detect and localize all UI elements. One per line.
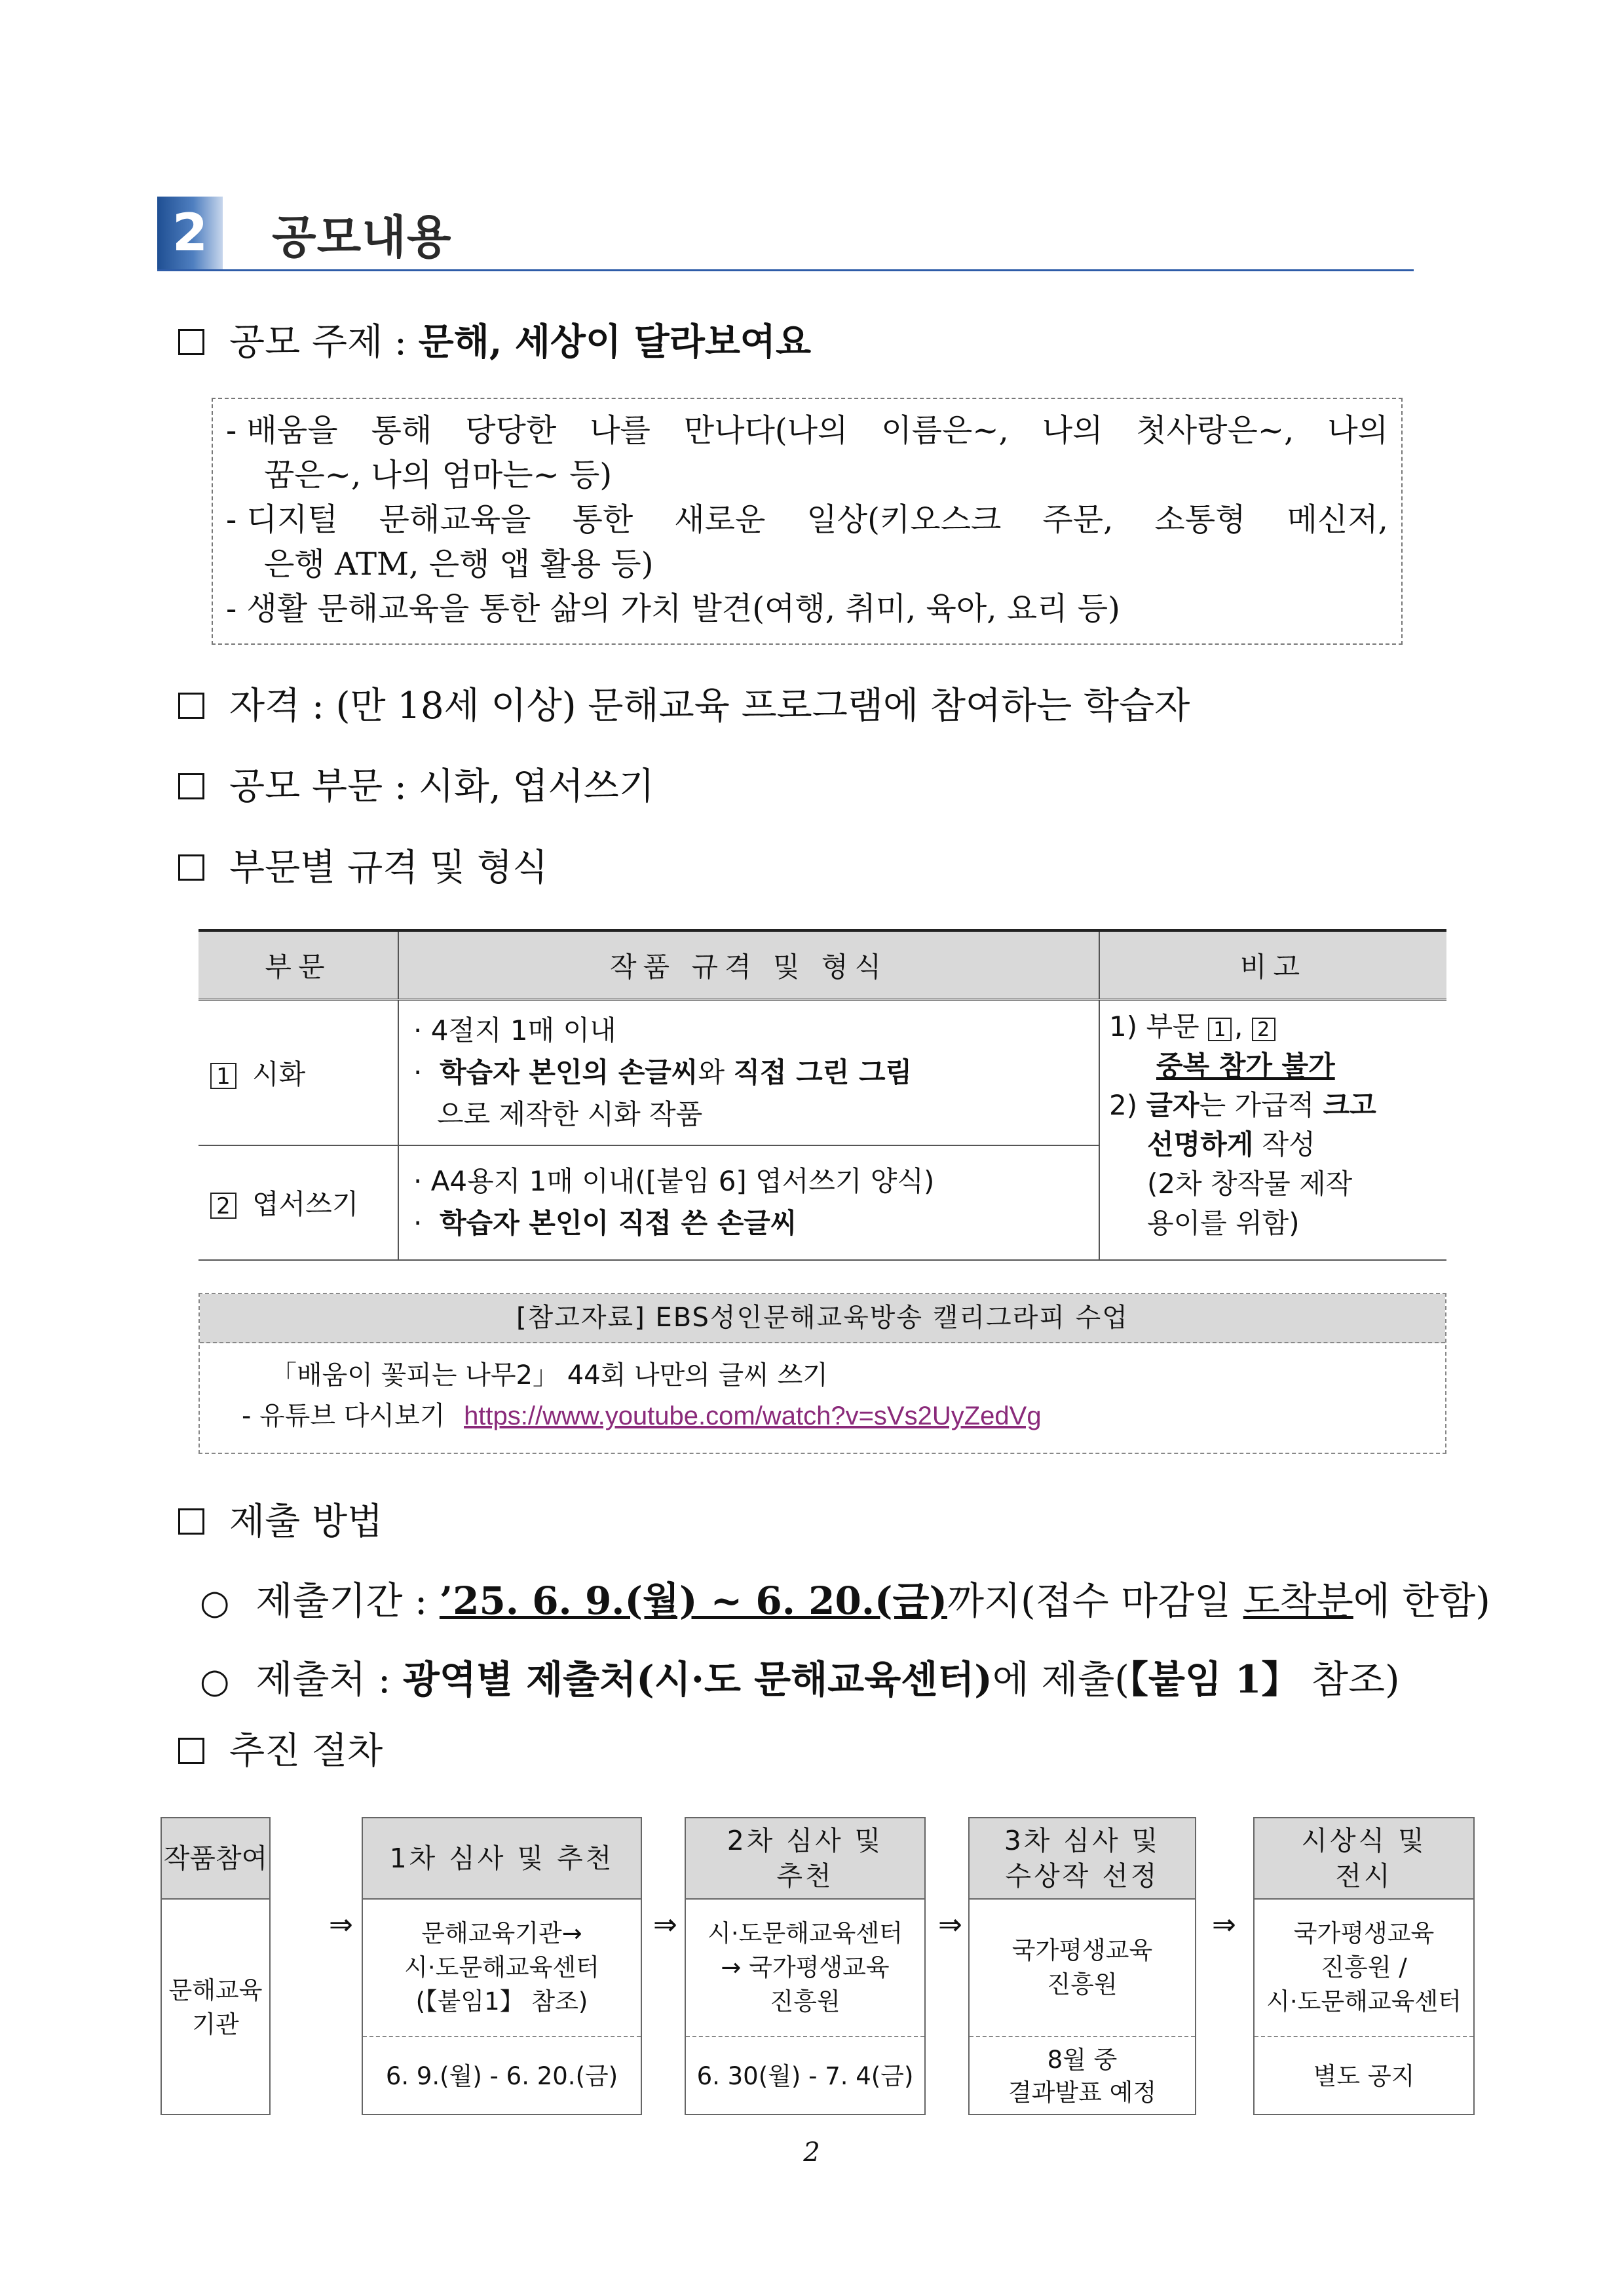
note-bold: 중복 참가 불가	[1156, 1050, 1335, 1082]
period-text: 까지(접수 마감일	[947, 1578, 1243, 1623]
theme-row	[178, 319, 811, 366]
step-date-line: 결과발표 예정	[1008, 2078, 1157, 2107]
flow-arrow-icon: ⇒	[329, 1908, 353, 1942]
theme-line-1	[226, 408, 1388, 453]
step-body-line: 시·도문해교육센터	[404, 1953, 599, 1981]
step-head-line: 추천	[776, 1860, 834, 1892]
theme-word: 나의	[1327, 412, 1388, 449]
theme-word: - 배움을	[226, 412, 338, 449]
category-name: 엽서쓰기	[252, 1188, 359, 1220]
theme-value: 문해, 세상이 달라보여요	[418, 320, 812, 364]
note-line	[1109, 1086, 1446, 1125]
note-line: (2차 창작물 제작	[1147, 1168, 1353, 1200]
theme-detail-box	[212, 398, 1403, 645]
note-text: 1) 부문	[1109, 1010, 1199, 1043]
note-line	[1109, 1046, 1446, 1086]
theme-line-5: - 생활 문해교육을 통한 삶의 가치 발견(여행, 취미, 육아, 요리 등)	[226, 590, 1120, 627]
checkbox-square-icon	[178, 773, 204, 799]
note-bold: 크고	[1323, 1089, 1376, 1121]
step-body-line: 시·도문해교육센터	[1266, 1987, 1462, 2016]
spec-header-category: 부문	[198, 930, 398, 1000]
step-body-line: 기관	[192, 2010, 239, 2038]
submission-period-row	[200, 1578, 1490, 1626]
spec-row-poem-format	[398, 1000, 1099, 1145]
step-body-line: 진흥원	[770, 1987, 840, 2016]
theme-word: 통해	[371, 412, 432, 449]
step-head-line: 2차 심사 및	[727, 1825, 884, 1856]
checkbox-square-icon	[178, 854, 204, 881]
theme-word: 나를	[590, 412, 651, 449]
circle-bullet-icon: ○	[200, 1662, 230, 1701]
step-body-line: 진흥원	[1047, 1970, 1118, 1999]
step-body	[1255, 1900, 1473, 2036]
step-date: 별도 공지	[1255, 2036, 1473, 2115]
theme-word: 문해교육을	[379, 501, 531, 538]
step-body	[686, 1900, 924, 2036]
submission-heading-row	[178, 1499, 383, 1545]
spec-line: · 4절지 1매 이내	[413, 1014, 616, 1046]
spec-header-format: 작품 규격 및 형식	[398, 930, 1099, 1000]
spec-table-header-row	[198, 930, 1446, 1000]
theme-word: 새로운	[674, 501, 766, 538]
number-box: 2	[210, 1193, 236, 1219]
process-step-2	[362, 1817, 642, 2115]
reference-header: [참고자료] EBS성인문해교육방송 캘리그라피 수업	[200, 1294, 1445, 1343]
number-box: 2	[1252, 1018, 1275, 1041]
number-box: 1	[210, 1063, 236, 1089]
section-number: 2	[157, 197, 223, 271]
flow-arrow-icon: ⇒	[653, 1908, 677, 1942]
theme-label: 공모 주제 :	[229, 321, 419, 364]
flow-arrow-icon: ⇒	[1212, 1908, 1236, 1942]
reference-box	[198, 1293, 1446, 1454]
theme-word: 첫사랑은~,	[1136, 412, 1294, 449]
spec-row-postcard-format	[398, 1145, 1099, 1260]
note-text: 2)	[1109, 1089, 1138, 1121]
eligibility-text: 자격 : (만 18세 이상) 문해교육 프로그램에 참여하는 학습자	[229, 685, 1190, 727]
circle-bullet-icon: ○	[200, 1583, 230, 1622]
youtube-link[interactable]: https://www.youtube.com/watch?v=sVs2UyZedVg	[464, 1402, 1042, 1430]
step-date: 6. 9.(월) - 6. 20.(금)	[363, 2036, 641, 2115]
place-label: 제출처 :	[255, 1657, 403, 1702]
checkbox-square-icon	[178, 1508, 204, 1535]
note-line	[1109, 1125, 1446, 1164]
theme-word: 당당한	[465, 412, 557, 449]
note-line	[1109, 1007, 1446, 1046]
period-underline: 도착분	[1243, 1578, 1353, 1623]
place-ref: 【붙임 1】	[1129, 1657, 1300, 1702]
step-body	[162, 1900, 269, 2115]
spec-note-cell	[1099, 1000, 1446, 1260]
step-head	[970, 1818, 1195, 1900]
process-step-4	[968, 1817, 1196, 2115]
spec-line: · 학습자 본인이 직접 쓴 손글씨	[413, 1207, 797, 1239]
flow-arrow-icon: ⇒	[938, 1908, 962, 1942]
number-box: 1	[1208, 1018, 1232, 1041]
theme-word: 주문,	[1042, 501, 1114, 538]
theme-word: 소통형	[1154, 501, 1246, 538]
step-body-line: → 국가평생교육	[721, 1953, 890, 1981]
note-bold: 선명하게	[1147, 1128, 1254, 1160]
theme-word: 메신저,	[1287, 501, 1388, 538]
step-body	[970, 1900, 1195, 2036]
step-head: 1차 심사 및 추천	[363, 1818, 641, 1900]
place-text: 에 제출(	[992, 1657, 1129, 1702]
step-head	[1255, 1818, 1473, 1900]
step-head-line: 시상식 및	[1301, 1825, 1427, 1856]
checkbox-square-icon	[178, 1738, 204, 1764]
spec-line: · 학습자 본인의 손글씨와 직접 그린 그림	[413, 1056, 913, 1088]
step-body-line: 국가평생교육	[1293, 1919, 1435, 1947]
spec-bold: 직접 그린 그림	[733, 1056, 913, 1088]
category-text: 공모 부문 : 시화, 엽서쓰기	[229, 765, 654, 808]
step-body-line: 국가평생교육	[1011, 1936, 1153, 1964]
section-title: 공모내용	[272, 210, 452, 264]
period-text: 에 한함)	[1353, 1578, 1490, 1623]
category-name: 시화	[252, 1058, 306, 1090]
spec-line: 으로 제작한 시화 작품	[437, 1098, 703, 1130]
theme-word: 일상(키오스크	[806, 501, 1002, 538]
place-text: 참조)	[1299, 1657, 1400, 1702]
spec-line: · A4용지 1매 이내([붙임 6] 엽서쓰기 양식)	[413, 1165, 935, 1197]
step-head-line: 3차 심사 및	[1004, 1825, 1161, 1856]
step-body-line: 문해교육기관→	[421, 1919, 582, 1947]
page-number: 2	[803, 2137, 820, 2168]
spec-row-poem	[198, 1000, 1446, 1145]
note-text: 는 가급적	[1199, 1089, 1315, 1121]
section-underline	[157, 269, 1414, 271]
step-head	[686, 1818, 924, 1900]
step-body	[363, 1900, 641, 2036]
step-body-line: 문해교육	[168, 1976, 263, 2004]
theme-line-4: 은행 ATM, 은행 앱 활용 등)	[264, 546, 654, 583]
note-text: 작성	[1262, 1128, 1315, 1160]
spec-bold: 학습자 본인의 손글씨	[440, 1056, 698, 1088]
step-body-line: 시·도문해교육센터	[708, 1919, 903, 1947]
process-heading: 추진 절차	[229, 1730, 383, 1772]
spec-bold: 학습자 본인이 직접 쓴 손글씨	[440, 1207, 797, 1239]
theme-word: 나의	[1042, 412, 1103, 449]
step-body-line: (【붙임1】 참조)	[415, 1987, 588, 2016]
spec-text: 와	[698, 1056, 734, 1088]
theme-word: 이름은~,	[881, 412, 1009, 449]
place-bold: 광역별 제출처(시·도 문해교육센터)	[402, 1657, 992, 1702]
step-head: 작품참여	[162, 1818, 269, 1900]
period-label: 제출기간 :	[255, 1578, 440, 1623]
checkbox-square-icon	[178, 329, 204, 355]
process-step-1	[161, 1817, 271, 2115]
submission-place-row	[200, 1656, 1400, 1704]
step-date	[970, 2036, 1195, 2115]
note-bold: 글자	[1146, 1089, 1199, 1121]
spec-row-poem-name	[198, 1000, 398, 1145]
theme-line-3	[226, 497, 1388, 542]
spec-row-postcard-name	[198, 1145, 398, 1260]
category-row	[178, 764, 654, 810]
note-line: 용이를 위함)	[1147, 1207, 1300, 1239]
step-body-line: 진흥원 /	[1321, 1953, 1407, 1981]
period-value: ’25. 6. 9.(월) ~ 6. 20.(금)	[439, 1578, 947, 1623]
process-heading-row	[178, 1729, 383, 1774]
theme-line-2: 꿈은~, 나의 엄마는~ 등)	[264, 457, 613, 493]
spec-table	[198, 929, 1446, 1261]
spec-heading: 부문별 규격 및 형식	[229, 847, 548, 889]
note-text: ,	[1234, 1010, 1243, 1043]
checkbox-square-icon	[178, 693, 204, 719]
submission-heading: 제출 방법	[229, 1501, 383, 1543]
reference-line-1: 「배움이 꽃피는 나무2」 44회 나만의 글씨 쓰기	[271, 1360, 828, 1390]
eligibility-row	[178, 683, 1190, 729]
theme-word: 만나다(나의	[683, 412, 848, 449]
step-head-line: 전시	[1335, 1860, 1393, 1892]
process-step-5	[1253, 1817, 1475, 2115]
spec-heading-row	[178, 845, 548, 891]
step-date: 6. 30(월) - 7. 4(금)	[686, 2036, 924, 2115]
spec-header-note: 비고	[1099, 930, 1446, 1000]
reference-text: - 유튜브 다시보기	[242, 1401, 445, 1431]
theme-word: - 디지털	[226, 501, 338, 538]
step-head-line: 수상작 선정	[1005, 1860, 1160, 1892]
process-step-3	[685, 1817, 926, 2115]
step-date-line: 8월 중	[1047, 2045, 1118, 2074]
reference-line-2	[200, 1396, 1445, 1436]
theme-word: 통한	[572, 501, 633, 538]
